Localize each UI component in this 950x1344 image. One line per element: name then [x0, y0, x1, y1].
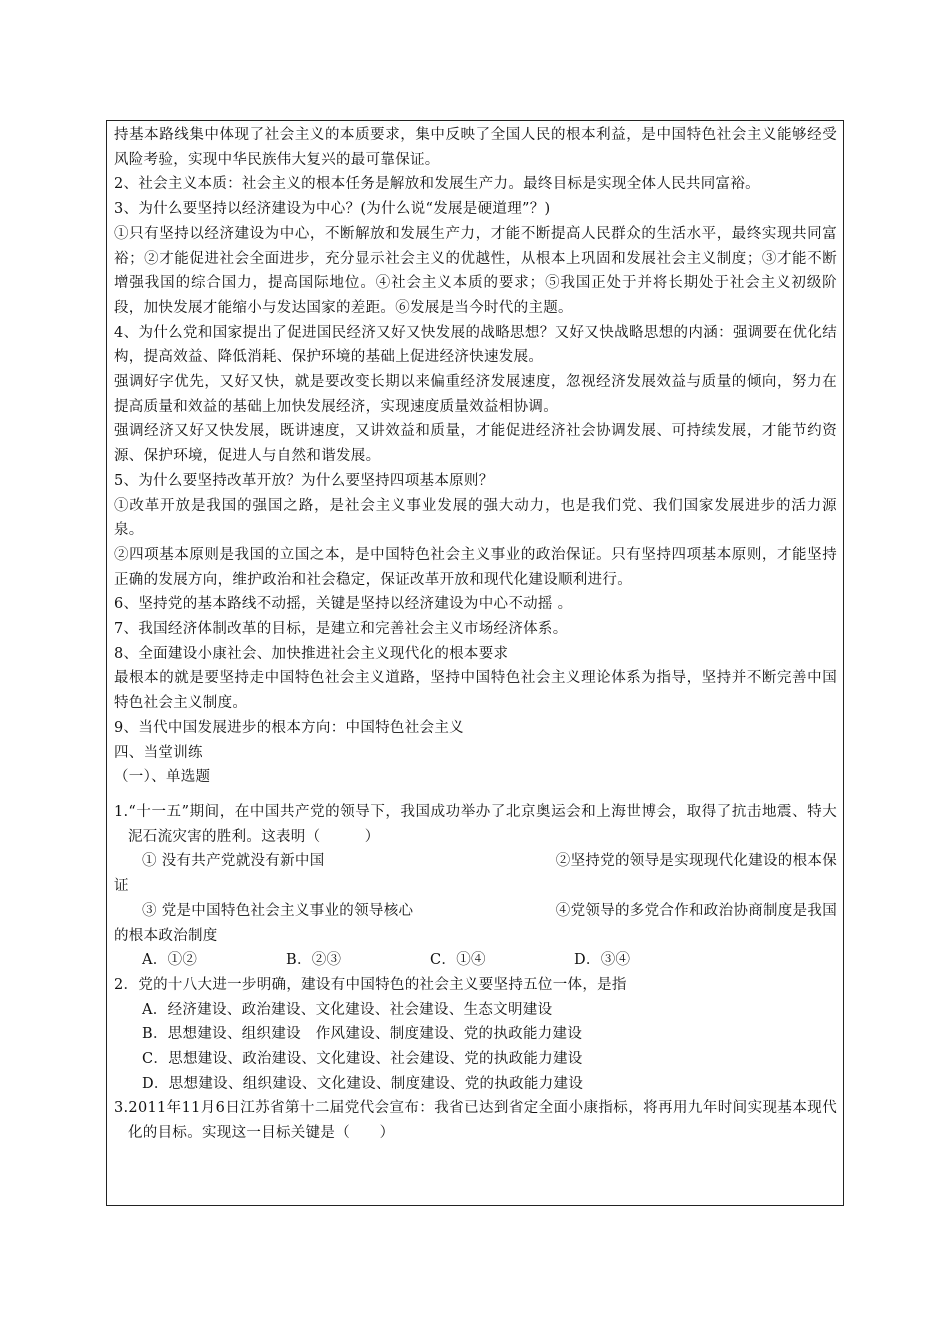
spacer — [114, 790, 837, 800]
question-1-option-d: D．③④ — [574, 952, 631, 969]
item-8-heading: 8、全面建设小康社会、加快推进社会主义现代化的根本要求 — [114, 645, 509, 662]
question-1-option-a: A．①② — [142, 952, 198, 969]
item-5-heading: 5、为什么要坚持改革开放？为什么要坚持四项基本原则？ — [114, 472, 494, 489]
question-1-options — [114, 948, 837, 973]
document-body — [114, 123, 837, 1146]
question-1-choice-2-wrap: 证 — [114, 878, 129, 895]
item-4-heading: 4、为什么党和国家提出了促进国民经济又好又快发展的战略思想？又好又快战略思想的内涵：强调要在优化结构，提高效益、降低消耗、保护环境的基础上促进经济快速发展。 — [114, 324, 837, 366]
question-1-choice-row-2 — [114, 899, 837, 924]
content-table-cell — [106, 120, 844, 1206]
section-heading-practice: 四、当堂训练 — [114, 744, 203, 761]
question-1-choice-2: ②坚持党的领导是实现现代化建设的根本保 — [555, 853, 837, 870]
question-1-choice-4: ④党领导的多党合作和政治协商制度是我国 — [555, 902, 837, 919]
question-2-option-c: C．思想建设、政治建设、文化建设、社会建设、党的执政能力建设 — [142, 1051, 583, 1068]
item-4-para-1: 强调好字优先，又好又快，就是要改变长期以来偏重经济发展速度，忽视经济发展效益与质量的倾向，努力在提高质量和效益的基础上加快发展经济，实现速度质量效益相协调。 — [114, 374, 837, 415]
question-1-choice-row-1 — [114, 849, 837, 874]
item-8-answer: 最根本的就是要坚持走中国特色社会主义道路，坚持中国特色社会主义理论体系为指导，坚持并不断完善中国特色社会主义制度。 — [114, 670, 837, 712]
paragraph-intro: 持基本路线集中体现了社会主义的本质要求，集中反映了全国人民的根本利益，是中国特色社会主义能够经受风险考验，实现中华民族伟大复兴的最可靠保证。 — [114, 127, 837, 168]
item-3-heading: 3、为什么要坚持以经济建设为中心？(为什么说“发展是硬道理”？) — [114, 201, 551, 218]
question-1-option-c: C．①④ — [430, 952, 486, 969]
question-1-option-b: B．②③ — [286, 952, 342, 969]
question-2-stem: 2．党的十八大进一步明确，建设有中国特色的社会主义要坚持五位一体，是指 — [114, 976, 627, 993]
subsection-heading-single-choice: （一）、单选题 — [114, 769, 211, 786]
question-3-stem: 3.2011年11月6日江苏省第十二届党代会宣布：我省已达到省定全面小康指标，将再用九年时间实现基本现代化的目标。实现这一目标关键是（ ） — [114, 1100, 837, 1142]
item-5-answer-2: ②四项基本原则是我国的立国之本，是中国特色社会主义事业的政治保证。只有坚持四项基本原则，才能坚持正确的发展方向，维护政治和社会稳定，保证改革开放和现代化建设顺利进行。 — [114, 546, 837, 588]
question-2-option-a: A．经济建设、政治建设、文化建设、社会建设、生态文明建设 — [142, 1001, 553, 1018]
question-1-stem: 1.“十一五”期间，在中国共产党的领导下，我国成功举办了北京奥运会和上海世博会，取得了抗击地震、特大泥石流灾害的胜利。这表明（ ） — [114, 803, 837, 845]
question-2-option-b: B．思想建设、组织建设 作风建设、制度建设、党的执政能力建设 — [142, 1026, 583, 1043]
question-1-choice-1: ① 没有共产党就没有新中国 — [142, 853, 325, 870]
item-6: 6、坚持党的基本路线不动摇，关键是坚持以经济建设为中心不动摇 。 — [114, 596, 573, 613]
item-4-para-2: 强调经济又好又快发展，既讲速度，又讲效益和质量，才能促进经济社会协调发展、可持续发展，才能节约资源、保护环境，促进人与自然和谐发展。 — [114, 423, 837, 465]
item-5-answer-1: ①改革开放是我国的强国之路，是社会主义事业发展的强大动力，也是我们党、我们国家发展进步的活力源泉。 — [114, 497, 837, 539]
item-3-answer: ①只有坚持以经济建设为中心，不断解放和发展生产力，才能不断提高人民群众的生活水平，最终实现共同富裕；②才能促进社会全面进步，充分显示社会主义的优越性，从根本上巩固和发展社会主义制度；③才能不断增强我国的综合国力，提高国际地位。④社会主义本质的要求；⑤我国正处于并将长期处于社会主义初级阶段，加快发展才能缩小与发达国家的差距。⑥发展是当今时代的主题。 — [114, 225, 837, 316]
question-1-choice-4-wrap: 的根本政治制度 — [114, 927, 218, 944]
question-2-option-d: D．思想建设、组织建设、文化建设、制度建设、党的执政能力建设 — [142, 1075, 584, 1092]
question-1-choice-3: ③ 党是中国特色社会主义事业的领导核心 — [142, 902, 414, 919]
item-7: 7、我国经济体制改革的目标，是建立和完善社会主义市场经济体系。 — [114, 621, 568, 638]
item-9: 9、当代中国发展进步的根本方向：中国特色社会主义 — [114, 719, 464, 736]
item-2: 2、社会主义本质：社会主义的根本任务是解放和发展生产力。最终目标是实现全体人民共同富裕。 — [114, 176, 760, 193]
